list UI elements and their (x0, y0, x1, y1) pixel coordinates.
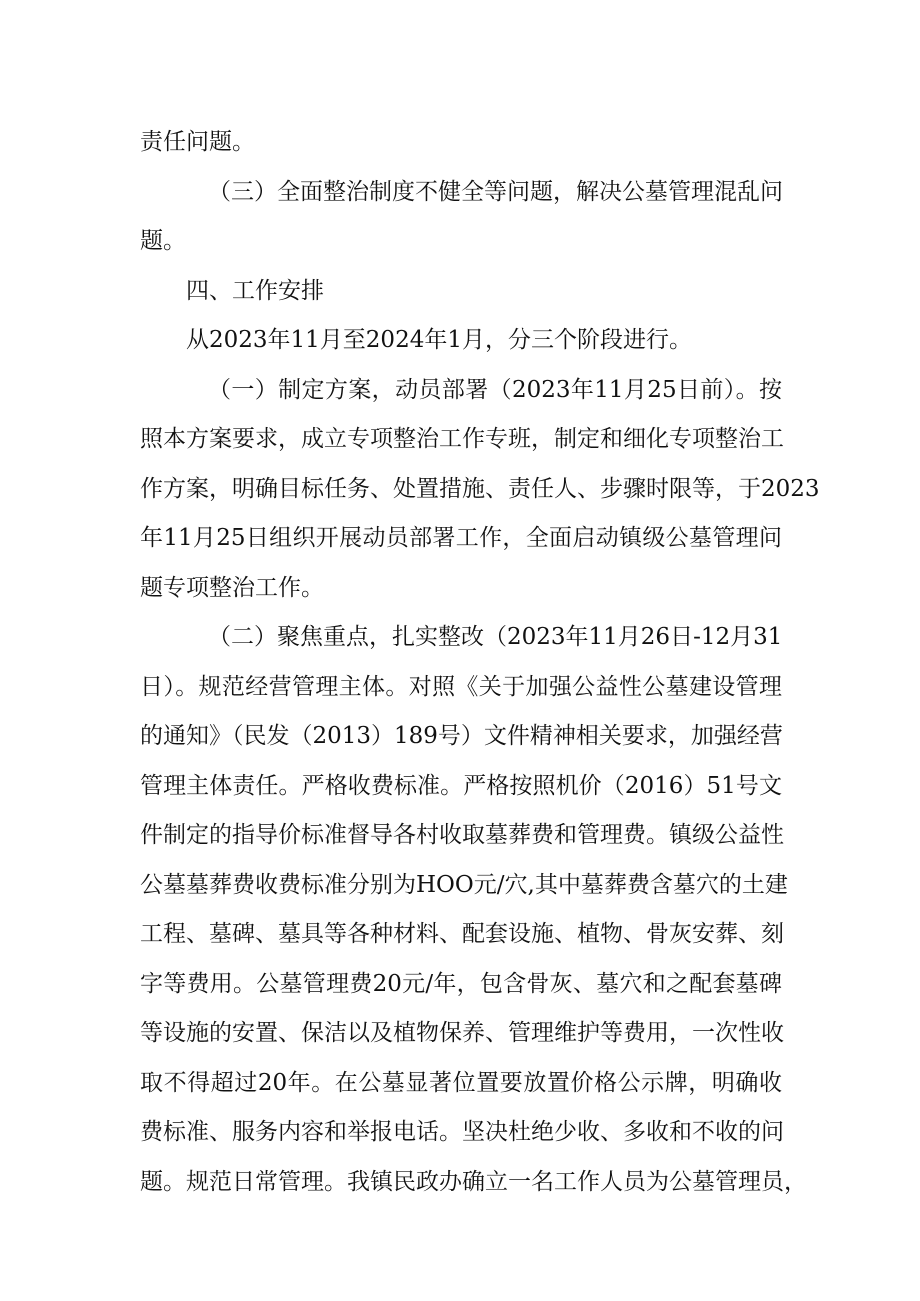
paragraph-line: 年11月25日组织开展动员部署工作，全面启动镇级公墓管理问 (140, 525, 782, 551)
paragraph-line: 公墓墓葬费收费标准分别为HOO元/穴,其中墓葬费含墓穴的土建 (140, 872, 788, 898)
paragraph-line: （三）全面整治制度不健全等问题，解决公墓管理混乱问 (208, 179, 783, 205)
paragraph-line: 字等费用。公墓管理费20元/年，包含骨灰、墓穴和之配套墓碑 (140, 971, 782, 997)
paragraph-line: 管理主体责任。严格收费标准。严格按照机价（2016）51号文 (140, 773, 782, 799)
paragraph-line: 照本方案要求，成立专项整治工作专班，制定和细化专项整治工 (140, 426, 784, 452)
paragraph-line: 题专项整治工作。 (140, 575, 324, 601)
section-heading: 四、工作安排 (186, 278, 324, 304)
paragraph-line: 题。规范日常管理。我镇民政办确立一名工作人员为公墓管理员， (140, 1169, 807, 1195)
paragraph-line: 费标准、服务内容和举报电话。坚决杜绝少收、多收和不收的问 (140, 1119, 784, 1145)
paragraph-line: 责任问题。 (140, 129, 255, 155)
paragraph-line: 从2023年11月至2024年1月，分三个阶段进行。 (186, 327, 692, 353)
paragraph-line: 等设施的安置、保洁以及植物保养、管理维护等费用，一次性收 (140, 1020, 784, 1046)
paragraph-line: 工程、墓碑、墓具等各种材料、配套设施、植物、骨灰安葬、刻 (140, 921, 784, 947)
paragraph-line: 件制定的指导价标准督导各村收取墓葬费和管理费。镇级公益性 (140, 822, 784, 848)
paragraph-line: 作方案，明确目标任务、处置措施、责任人、步骤时限等，于2023 (140, 476, 820, 502)
paragraph-line: （一）制定方案，动员部署（2023年11月25日前）。按 (208, 377, 782, 403)
paragraph-line: 的通知》（民发（2013）189号）文件精神相关要求，加强经营 (140, 723, 783, 749)
paragraph-line: 题。 (140, 228, 186, 254)
paragraph-line: 取不得超过20年。在公墓显著位置要放置价格公示牌，明确收 (140, 1070, 782, 1096)
paragraph-line: 日）。规范经营管理主体。对照《关于加强公益性公墓建设管理 (140, 674, 782, 700)
paragraph-line: （二）聚焦重点，扎实整改（2023年11月26日-12月31 (208, 624, 783, 650)
